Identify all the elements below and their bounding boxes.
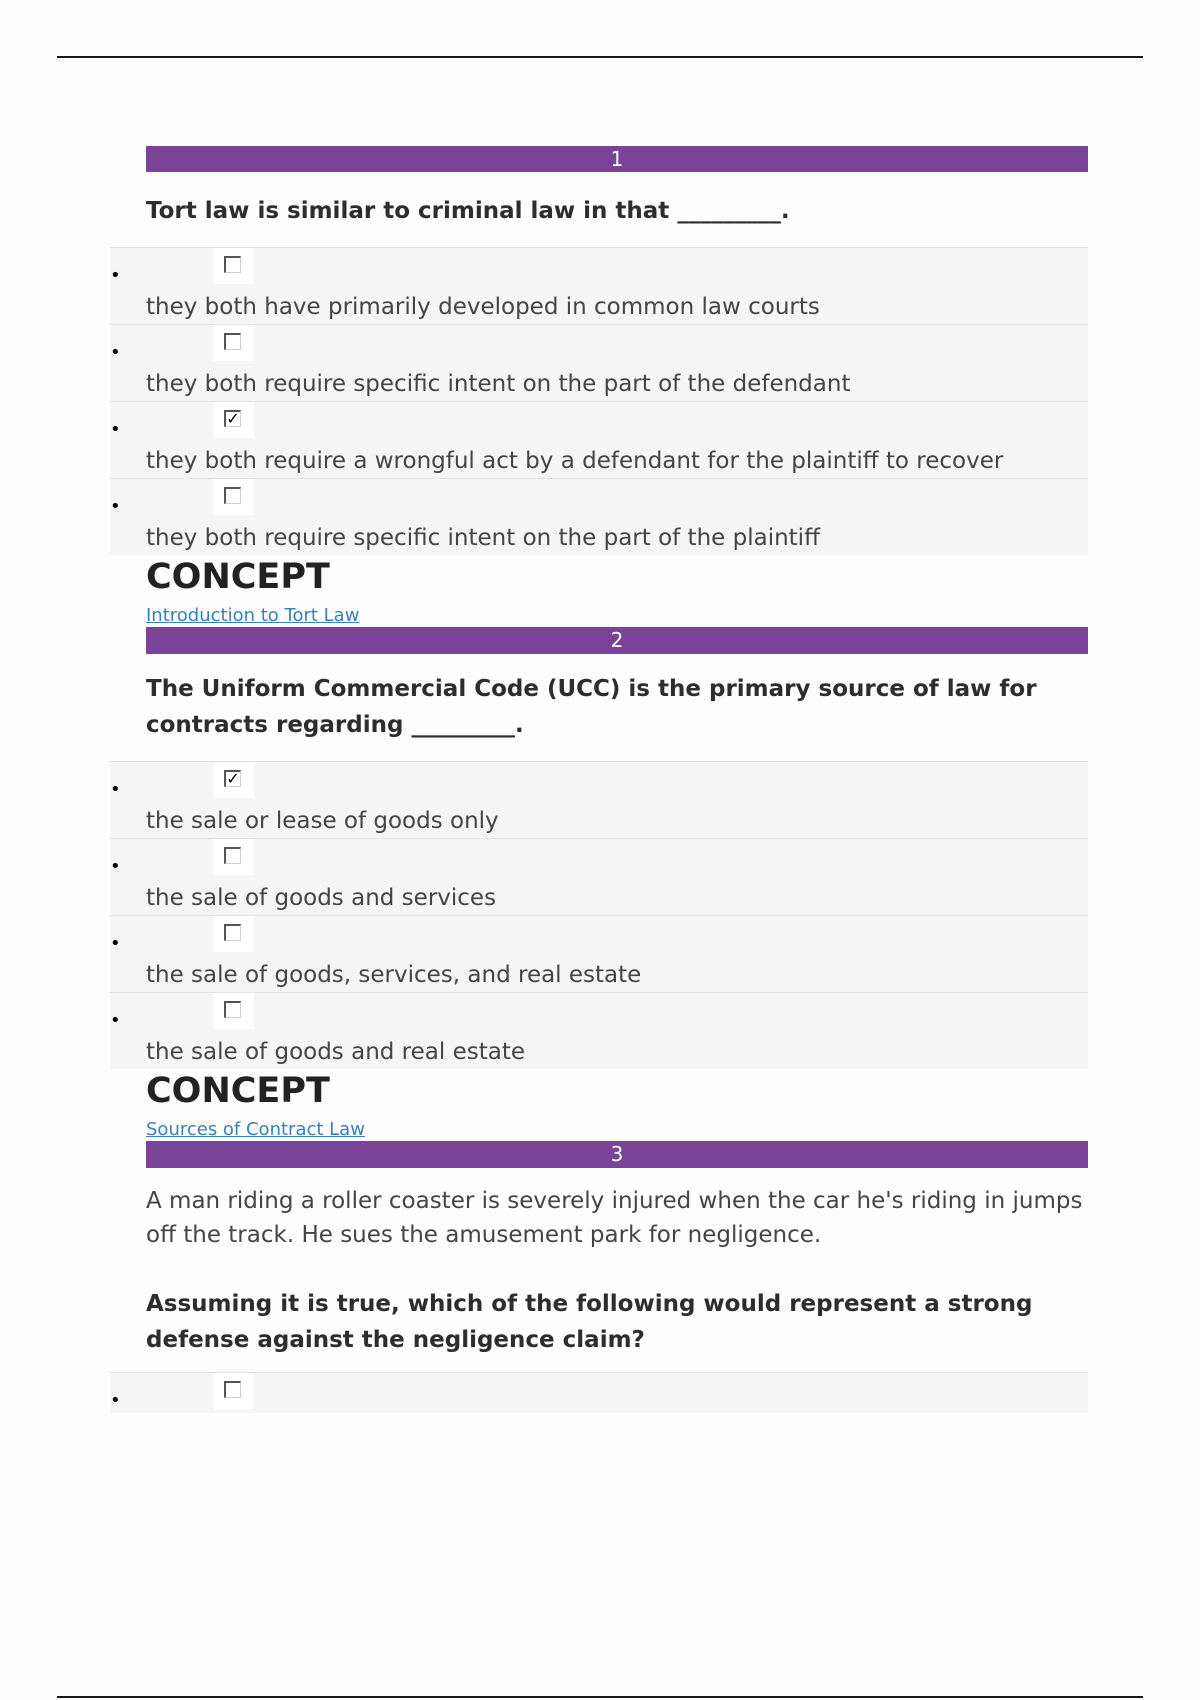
question-2-prompt: The Uniform Commercial Code (UCC) is the primary source of law for contracts regarding _________. [146, 676, 1037, 738]
answer-option[interactable] [110, 324, 1088, 401]
answer-option-text: the sale or lease of goods only [146, 808, 499, 834]
bullet: • [110, 265, 121, 286]
answer-checkbox[interactable]: ✓ [224, 770, 241, 787]
question-3-scenario: A man riding a roller coaster is severely injured when the car he's riding in jumps off the track. He sues the amusement park for negligence. [146, 1188, 1083, 1248]
bullet: • [110, 342, 121, 363]
concept-heading: CONCEPT [146, 557, 330, 597]
concept-link[interactable]: Introduction to Tort Law [146, 605, 360, 626]
answer-checkbox[interactable] [224, 333, 241, 350]
bottom-rule [57, 1696, 1143, 1698]
question-2-number-bar: 2 [146, 627, 1088, 654]
bullet: • [110, 779, 121, 800]
question-2-options [0, 761, 1200, 1069]
answer-option-text: the sale of goods and services [146, 885, 497, 911]
question-1-number-bar: 1 [146, 146, 1088, 172]
question-3-prompt: Assuming it is true, which of the following would represent a strong defense against the negligence claim? [146, 1291, 1033, 1353]
answer-option[interactable] [110, 478, 1088, 555]
bullet: • [110, 1010, 121, 1031]
answer-option-text: the sale of goods, services, and real estate [146, 962, 642, 988]
answer-checkbox[interactable] [224, 924, 241, 941]
answer-option[interactable] [110, 838, 1088, 915]
question-1-prompt: Tort law is similar to criminal law in that _________. [146, 198, 790, 224]
quiz-content [0, 146, 1200, 1413]
question-3-number-bar: 3 [146, 1141, 1088, 1168]
concept-link[interactable]: Sources of Contract Law [146, 1119, 365, 1140]
bullet: • [110, 933, 121, 954]
answer-option-text: they both require specific intent on the part of the defendant [146, 371, 851, 397]
answer-option[interactable] [110, 1372, 1088, 1413]
question-1-options [0, 247, 1200, 555]
answer-option[interactable] [110, 761, 1088, 838]
answer-option[interactable] [110, 915, 1088, 992]
answer-option[interactable] [110, 992, 1088, 1069]
answer-checkbox[interactable]: ✓ [224, 410, 241, 427]
answer-option[interactable] [110, 401, 1088, 478]
answer-option-text: the sale of goods and real estate [146, 1039, 525, 1065]
answer-checkbox[interactable] [224, 1001, 241, 1018]
concept-heading: CONCEPT [146, 1071, 330, 1111]
bullet: • [110, 1390, 121, 1411]
answer-checkbox[interactable] [224, 1381, 241, 1398]
bullet: • [110, 419, 121, 440]
answer-option[interactable] [110, 247, 1088, 324]
bullet: • [110, 496, 121, 517]
answer-option-text: they both have primarily developed in common law courts [146, 294, 820, 320]
answer-option-text: they both require a wrongful act by a defendant for the plaintiff to recover [146, 448, 1004, 474]
answer-checkbox[interactable] [224, 487, 241, 504]
answer-checkbox[interactable] [224, 847, 241, 864]
answer-option-text: they both require specific intent on the part of the plaintiff [146, 525, 820, 551]
bullet: • [110, 856, 121, 877]
answer-checkbox[interactable] [224, 256, 241, 273]
top-rule [57, 56, 1143, 58]
question-3-options [0, 1372, 1200, 1413]
